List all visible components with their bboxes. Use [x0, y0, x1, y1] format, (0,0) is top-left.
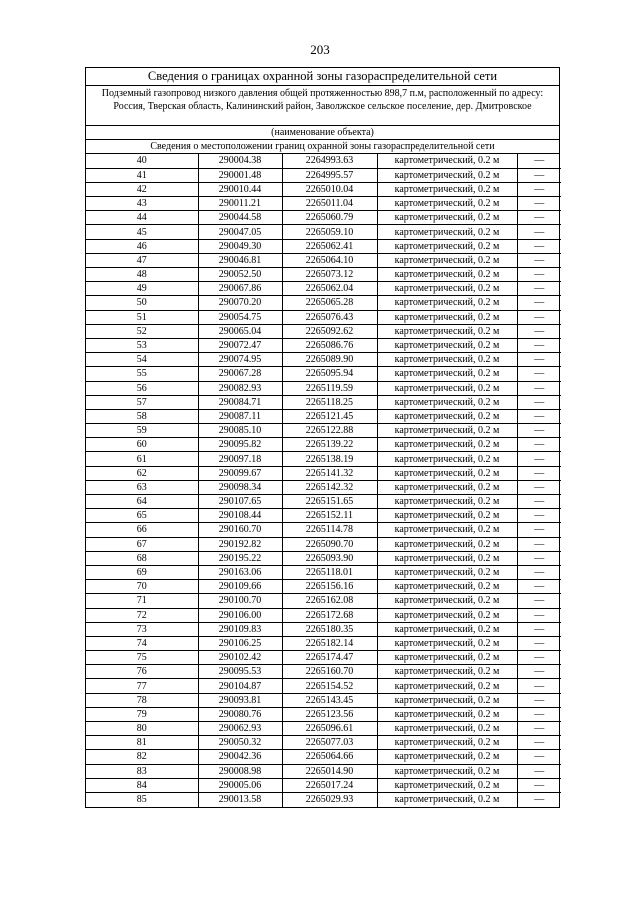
- coordinate-y: 2265077.03: [282, 736, 377, 750]
- coordinate-y: 2265017.24: [282, 778, 377, 792]
- coordinate-x: 290102.42: [198, 651, 282, 665]
- point-number: 70: [86, 580, 198, 594]
- coordinate-x: 290109.66: [198, 580, 282, 594]
- coordinate-y: 2265154.52: [282, 679, 377, 693]
- note-dash: —: [517, 225, 561, 239]
- point-number: 52: [86, 324, 198, 338]
- table-row: [86, 792, 561, 806]
- point-number: 45: [86, 225, 198, 239]
- coordinate-x: 290074.95: [198, 353, 282, 367]
- point-number: 47: [86, 253, 198, 267]
- note-dash: —: [517, 707, 561, 721]
- note-dash: —: [517, 395, 561, 409]
- coordinate-y: 2265162.08: [282, 594, 377, 608]
- coordinate-x: 290100.70: [198, 594, 282, 608]
- table-row: [86, 509, 561, 523]
- table-row: [86, 211, 561, 225]
- table-row: [86, 722, 561, 736]
- coordinate-y: 2265062.04: [282, 282, 377, 296]
- coordinate-y: 2265119.59: [282, 381, 377, 395]
- point-number: 69: [86, 565, 198, 579]
- point-number: 81: [86, 736, 198, 750]
- note-dash: —: [517, 551, 561, 565]
- table-row: [86, 452, 561, 466]
- table-row: [86, 296, 561, 310]
- point-number: 66: [86, 523, 198, 537]
- determination-method: картометрический, 0.2 м: [377, 792, 517, 806]
- section-caption: Сведения о местоположении границ охранной зоны газораспределительной сети: [86, 140, 559, 154]
- determination-method: картометрический, 0.2 м: [377, 480, 517, 494]
- note-dash: —: [517, 353, 561, 367]
- note-dash: —: [517, 722, 561, 736]
- table-row: [86, 424, 561, 438]
- determination-method: картометрический, 0.2 м: [377, 282, 517, 296]
- note-dash: —: [517, 679, 561, 693]
- note-dash: —: [517, 409, 561, 423]
- coordinate-x: 290195.22: [198, 551, 282, 565]
- coordinate-y: 2265139.22: [282, 438, 377, 452]
- coordinate-y: 2265143.45: [282, 693, 377, 707]
- coordinate-x: 290072.47: [198, 338, 282, 352]
- coordinate-y: 2265122.88: [282, 424, 377, 438]
- coordinate-y: 2265121.45: [282, 409, 377, 423]
- point-number: 64: [86, 495, 198, 509]
- note-dash: —: [517, 509, 561, 523]
- note-dash: —: [517, 523, 561, 537]
- table-row: [86, 225, 561, 239]
- coordinate-x: 290106.25: [198, 636, 282, 650]
- point-number: 77: [86, 679, 198, 693]
- coordinate-y: 2265123.56: [282, 707, 377, 721]
- table-row: [86, 495, 561, 509]
- note-dash: —: [517, 296, 561, 310]
- note-dash: —: [517, 537, 561, 551]
- determination-method: картометрический, 0.2 м: [377, 551, 517, 565]
- coordinate-y: 2265086.76: [282, 338, 377, 352]
- note-dash: —: [517, 693, 561, 707]
- note-dash: —: [517, 594, 561, 608]
- coordinate-x: 290095.82: [198, 438, 282, 452]
- coordinate-y: 2265059.10: [282, 225, 377, 239]
- coordinate-x: 290004.38: [198, 154, 282, 168]
- table-row: [86, 168, 561, 182]
- note-dash: —: [517, 750, 561, 764]
- coordinate-x: 290108.44: [198, 509, 282, 523]
- determination-method: картометрический, 0.2 м: [377, 253, 517, 267]
- determination-method: картометрический, 0.2 м: [377, 495, 517, 509]
- point-number: 62: [86, 466, 198, 480]
- note-dash: —: [517, 324, 561, 338]
- note-dash: —: [517, 792, 561, 806]
- table-row: [86, 197, 561, 211]
- point-number: 80: [86, 722, 198, 736]
- coordinate-y: 2265138.19: [282, 452, 377, 466]
- determination-method: картометрический, 0.2 м: [377, 225, 517, 239]
- note-dash: —: [517, 622, 561, 636]
- point-number: 46: [86, 239, 198, 253]
- table-row: [86, 565, 561, 579]
- note-dash: —: [517, 651, 561, 665]
- coordinate-x: 290109.83: [198, 622, 282, 636]
- point-number: 68: [86, 551, 198, 565]
- table-row: [86, 239, 561, 253]
- coordinate-x: 290097.18: [198, 452, 282, 466]
- determination-method: картометрический, 0.2 м: [377, 565, 517, 579]
- coordinate-x: 290080.76: [198, 707, 282, 721]
- coordinate-x: 290049.30: [198, 239, 282, 253]
- point-number: 44: [86, 211, 198, 225]
- determination-method: картометрический, 0.2 м: [377, 466, 517, 480]
- boundary-table: [85, 67, 560, 808]
- table-row: [86, 409, 561, 423]
- determination-method: картометрический, 0.2 м: [377, 154, 517, 168]
- point-number: 65: [86, 509, 198, 523]
- determination-method: картометрический, 0.2 м: [377, 381, 517, 395]
- note-dash: —: [517, 565, 561, 579]
- coordinate-x: 290085.10: [198, 424, 282, 438]
- note-dash: —: [517, 778, 561, 792]
- determination-method: картометрический, 0.2 м: [377, 239, 517, 253]
- table-row: [86, 381, 561, 395]
- point-number: 60: [86, 438, 198, 452]
- determination-method: картометрический, 0.2 м: [377, 353, 517, 367]
- point-number: 54: [86, 353, 198, 367]
- point-number: 55: [86, 367, 198, 381]
- table-row: [86, 636, 561, 650]
- coordinate-x: 290082.93: [198, 381, 282, 395]
- coordinate-y: 2264993.63: [282, 154, 377, 168]
- object-name-caption: (наименование объекта): [86, 125, 559, 140]
- determination-method: картометрический, 0.2 м: [377, 509, 517, 523]
- determination-method: картометрический, 0.2 м: [377, 622, 517, 636]
- note-dash: —: [517, 253, 561, 267]
- coordinate-y: 2265093.90: [282, 551, 377, 565]
- coordinate-x: 290087.11: [198, 409, 282, 423]
- note-dash: —: [517, 764, 561, 778]
- table-row: [86, 679, 561, 693]
- coordinate-x: 290099.67: [198, 466, 282, 480]
- point-number: 48: [86, 268, 198, 282]
- table-row: [86, 622, 561, 636]
- point-number: 53: [86, 338, 198, 352]
- coordinate-x: 290065.04: [198, 324, 282, 338]
- table-row: [86, 438, 561, 452]
- determination-method: картометрический, 0.2 м: [377, 324, 517, 338]
- determination-method: картометрический, 0.2 м: [377, 608, 517, 622]
- object-description-line: Россия, Тверская область, Калининский район, Заволжское сельское поселение, дер. Дмитровское: [113, 101, 532, 112]
- coordinate-y: 2265073.12: [282, 268, 377, 282]
- point-number: 83: [86, 764, 198, 778]
- note-dash: —: [517, 154, 561, 168]
- coordinates-table: [86, 154, 561, 807]
- coordinate-x: 290011.21: [198, 197, 282, 211]
- determination-method: картометрический, 0.2 м: [377, 636, 517, 650]
- coordinate-x: 290192.82: [198, 537, 282, 551]
- coordinate-y: 2265011.04: [282, 197, 377, 211]
- coordinate-x: 290042.36: [198, 750, 282, 764]
- table-row: [86, 651, 561, 665]
- coordinate-x: 290160.70: [198, 523, 282, 537]
- point-number: 74: [86, 636, 198, 650]
- point-number: 78: [86, 693, 198, 707]
- table-row: [86, 310, 561, 324]
- determination-method: картометрический, 0.2 м: [377, 168, 517, 182]
- table-row: [86, 182, 561, 196]
- note-dash: —: [517, 338, 561, 352]
- point-number: 61: [86, 452, 198, 466]
- coordinate-x: 290106.00: [198, 608, 282, 622]
- determination-method: картометрический, 0.2 м: [377, 182, 517, 196]
- coordinate-y: 2265014.90: [282, 764, 377, 778]
- coordinate-x: 290054.75: [198, 310, 282, 324]
- object-description-line: Подземный газопровод низкого давления общей протяженностью 898,7 п.м, расположенный по адресу:: [101, 88, 544, 99]
- note-dash: —: [517, 268, 561, 282]
- coordinate-x: 290047.05: [198, 225, 282, 239]
- coordinate-y: 2265118.25: [282, 395, 377, 409]
- point-number: 73: [86, 622, 198, 636]
- point-number: 84: [86, 778, 198, 792]
- table-row: [86, 580, 561, 594]
- note-dash: —: [517, 282, 561, 296]
- coordinate-y: 2265064.66: [282, 750, 377, 764]
- coordinate-y: 2265095.94: [282, 367, 377, 381]
- determination-method: картометрический, 0.2 м: [377, 338, 517, 352]
- point-number: 58: [86, 409, 198, 423]
- note-dash: —: [517, 636, 561, 650]
- determination-method: картометрический, 0.2 м: [377, 310, 517, 324]
- coordinate-x: 290050.32: [198, 736, 282, 750]
- coordinate-x: 290044.58: [198, 211, 282, 225]
- coordinate-y: 2265029.93: [282, 792, 377, 806]
- note-dash: —: [517, 452, 561, 466]
- coordinate-y: 2264995.57: [282, 168, 377, 182]
- coordinate-y: 2265182.14: [282, 636, 377, 650]
- note-dash: —: [517, 736, 561, 750]
- determination-method: картометрический, 0.2 м: [377, 268, 517, 282]
- point-number: 67: [86, 537, 198, 551]
- note-dash: —: [517, 608, 561, 622]
- note-dash: —: [517, 381, 561, 395]
- determination-method: картометрический, 0.2 м: [377, 424, 517, 438]
- table-row: [86, 480, 561, 494]
- table-title: Сведения о границах охранной зоны газораспределительной сети: [86, 68, 559, 86]
- point-number: 72: [86, 608, 198, 622]
- table-row: [86, 665, 561, 679]
- table-row: [86, 778, 561, 792]
- table-row: [86, 353, 561, 367]
- point-number: 85: [86, 792, 198, 806]
- coordinate-x: 290013.58: [198, 792, 282, 806]
- determination-method: картометрический, 0.2 м: [377, 707, 517, 721]
- coordinate-y: 2265141.32: [282, 466, 377, 480]
- coordinate-y: 2265062.41: [282, 239, 377, 253]
- coordinate-x: 290008.98: [198, 764, 282, 778]
- point-number: 79: [86, 707, 198, 721]
- determination-method: картометрический, 0.2 м: [377, 665, 517, 679]
- note-dash: —: [517, 665, 561, 679]
- table-row: [86, 268, 561, 282]
- table-row: [86, 338, 561, 352]
- table-row: [86, 693, 561, 707]
- determination-method: картометрический, 0.2 м: [377, 367, 517, 381]
- coordinate-y: 2265090.70: [282, 537, 377, 551]
- coordinate-x: 290067.86: [198, 282, 282, 296]
- determination-method: картометрический, 0.2 м: [377, 722, 517, 736]
- determination-method: картометрический, 0.2 м: [377, 651, 517, 665]
- coordinate-y: 2265089.90: [282, 353, 377, 367]
- determination-method: картометрический, 0.2 м: [377, 438, 517, 452]
- table-row: [86, 537, 561, 551]
- point-number: 43: [86, 197, 198, 211]
- point-number: 56: [86, 381, 198, 395]
- table-row: [86, 466, 561, 480]
- determination-method: картометрический, 0.2 м: [377, 452, 517, 466]
- point-number: 42: [86, 182, 198, 196]
- table-row: [86, 395, 561, 409]
- point-number: 75: [86, 651, 198, 665]
- determination-method: картометрический, 0.2 м: [377, 750, 517, 764]
- coordinate-x: 290052.50: [198, 268, 282, 282]
- page-number: 203: [310, 42, 330, 57]
- determination-method: картометрический, 0.2 м: [377, 679, 517, 693]
- coordinate-y: 2265160.70: [282, 665, 377, 679]
- point-number: 59: [86, 424, 198, 438]
- determination-method: картометрический, 0.2 м: [377, 594, 517, 608]
- coordinate-y: 2265118.01: [282, 565, 377, 579]
- note-dash: —: [517, 182, 561, 196]
- determination-method: картометрический, 0.2 м: [377, 764, 517, 778]
- determination-method: картометрический, 0.2 м: [377, 523, 517, 537]
- determination-method: картометрический, 0.2 м: [377, 409, 517, 423]
- table-row: [86, 523, 561, 537]
- coordinate-y: 2265096.61: [282, 722, 377, 736]
- table-row: [86, 707, 561, 721]
- determination-method: картометрический, 0.2 м: [377, 296, 517, 310]
- table-row: [86, 608, 561, 622]
- note-dash: —: [517, 211, 561, 225]
- note-dash: —: [517, 239, 561, 253]
- coordinate-y: 2265076.43: [282, 310, 377, 324]
- determination-method: картометрический, 0.2 м: [377, 211, 517, 225]
- coordinate-y: 2265092.62: [282, 324, 377, 338]
- note-dash: —: [517, 480, 561, 494]
- coordinate-y: 2265156.16: [282, 580, 377, 594]
- note-dash: —: [517, 367, 561, 381]
- coordinate-x: 290001.48: [198, 168, 282, 182]
- table-row: [86, 253, 561, 267]
- coordinate-y: 2265060.79: [282, 211, 377, 225]
- coordinate-x: 290046.81: [198, 253, 282, 267]
- coordinate-x: 290005.06: [198, 778, 282, 792]
- point-number: 71: [86, 594, 198, 608]
- table-row: [86, 750, 561, 764]
- coordinate-y: 2265152.11: [282, 509, 377, 523]
- note-dash: —: [517, 580, 561, 594]
- coordinate-y: 2265142.32: [282, 480, 377, 494]
- coordinate-y: 2265064.10: [282, 253, 377, 267]
- point-number: 76: [86, 665, 198, 679]
- determination-method: картометрический, 0.2 м: [377, 197, 517, 211]
- table-row: [86, 282, 561, 296]
- table-row: [86, 324, 561, 338]
- coordinate-x: 290084.71: [198, 395, 282, 409]
- table-row: [86, 736, 561, 750]
- point-number: 51: [86, 310, 198, 324]
- coordinate-x: 290070.20: [198, 296, 282, 310]
- coordinate-y: 2265114.78: [282, 523, 377, 537]
- determination-method: картометрический, 0.2 м: [377, 395, 517, 409]
- point-number: 57: [86, 395, 198, 409]
- table-row: [86, 551, 561, 565]
- coordinate-x: 290163.06: [198, 565, 282, 579]
- note-dash: —: [517, 438, 561, 452]
- coordinate-x: 290095.53: [198, 665, 282, 679]
- object-description: [86, 86, 559, 125]
- coordinate-x: 290104.87: [198, 679, 282, 693]
- determination-method: картометрический, 0.2 м: [377, 693, 517, 707]
- point-number: 41: [86, 168, 198, 182]
- note-dash: —: [517, 168, 561, 182]
- coordinate-y: 2265172.68: [282, 608, 377, 622]
- note-dash: —: [517, 466, 561, 480]
- coordinate-y: 2265010.04: [282, 182, 377, 196]
- determination-method: картометрический, 0.2 м: [377, 736, 517, 750]
- note-dash: —: [517, 310, 561, 324]
- point-number: 50: [86, 296, 198, 310]
- coordinate-y: 2265065.28: [282, 296, 377, 310]
- coordinate-x: 290098.34: [198, 480, 282, 494]
- table-row: [86, 367, 561, 381]
- coordinate-x: 290062.93: [198, 722, 282, 736]
- determination-method: картометрический, 0.2 м: [377, 537, 517, 551]
- coordinate-y: 2265151.65: [282, 495, 377, 509]
- determination-method: картометрический, 0.2 м: [377, 778, 517, 792]
- coordinate-y: 2265174.47: [282, 651, 377, 665]
- note-dash: —: [517, 495, 561, 509]
- table-row: [86, 154, 561, 168]
- note-dash: —: [517, 197, 561, 211]
- table-row: [86, 594, 561, 608]
- point-number: 82: [86, 750, 198, 764]
- point-number: 40: [86, 154, 198, 168]
- note-dash: —: [517, 424, 561, 438]
- coordinate-x: 290067.28: [198, 367, 282, 381]
- coordinate-y: 2265180.35: [282, 622, 377, 636]
- coordinate-x: 290093.81: [198, 693, 282, 707]
- table-row: [86, 764, 561, 778]
- point-number: 63: [86, 480, 198, 494]
- coordinate-x: 290010.44: [198, 182, 282, 196]
- point-number: 49: [86, 282, 198, 296]
- coordinate-x: 290107.65: [198, 495, 282, 509]
- determination-method: картометрический, 0.2 м: [377, 580, 517, 594]
